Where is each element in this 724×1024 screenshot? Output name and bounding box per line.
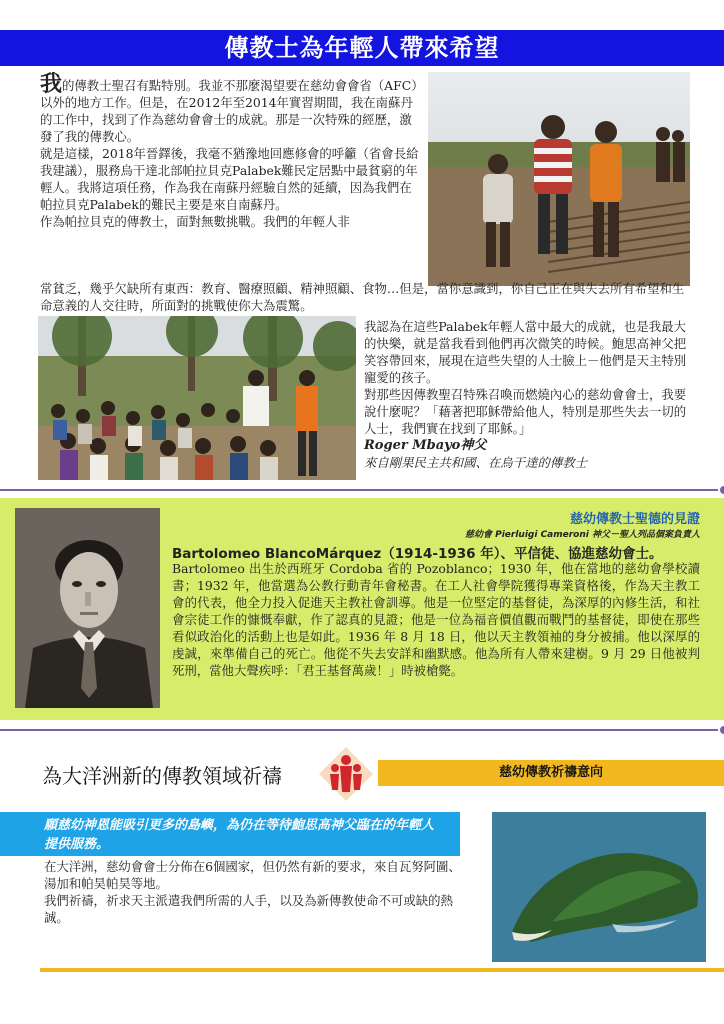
author-name: Roger Mbayo神父: [364, 438, 487, 453]
prayer-body-2: 我們祈禱，祈求天主派遣我們所需的人手，以及為新傳教使命不可或缺的熱誠。: [44, 893, 453, 925]
divider-dot: [720, 486, 724, 494]
salesian-logo-icon: [316, 744, 376, 804]
article-paragraph-2: 就是這樣，2018年晉鐸後，我毫不猶豫地回應修會的呼籲（省會長給我建議），服務烏干達北部帕拉貝克Palabek難民定居點中最貧窮的年輕人。我將這項任務，作為我在南蘇丹經驗自然的延續，因為我們在帕拉貝克Palabek的難民主要是來自南蘇丹。: [40, 146, 419, 212]
construction-photo-image: [428, 72, 690, 286]
island-photo-image: [492, 812, 706, 962]
section-divider-2: [0, 729, 718, 731]
gathering-photo-image: [38, 316, 356, 480]
saint-portrait: [15, 508, 160, 708]
prayer-label-bar: [378, 760, 724, 786]
saint-portrait-image: [15, 508, 160, 708]
page-title: 傳教士為年輕人帶來希望: [224, 34, 500, 62]
article-right-column: [364, 318, 694, 471]
section-divider: [0, 489, 718, 491]
prayer-body: [44, 858, 464, 926]
bottom-rule: [40, 968, 724, 972]
author-description: 來自剛果民主共和國、在烏干達的傳教士: [364, 455, 588, 470]
gathering-photo: [38, 316, 356, 480]
island-photo: [492, 812, 706, 962]
article-paragraph-1: 我的傳教士聖召有點特別。我並不那麼渴望要在慈幼會會省（AFC）以外的地方工作。但是，在2012年至2014年實習期間，我在南蘇丹的工作中，找到了作為慈幼會會士的成就。那是一次特殊的經歷，激發了我的傳教心。: [40, 71, 418, 144]
article-paragraph-3b: 常貧乏，幾乎欠缺所有東西：教育、醫療照顧、精神照顧、食物…但是，當你意識到，你自己正在與失去所有希望和生命意義的人交往時，所面對的挑戰使你大為震驚。: [40, 281, 685, 313]
saint-name: Bartolomeo BlancoMárquez（1914-1936 年）、平信徒、協進慈幼會士。: [172, 546, 663, 562]
article-paragraph-4: 我認為在這些Palabek年輕人當中最大的成就，也是我最大的快樂，就是當我看到他們再次微笑的時候。鮑思高神父把笑容帶回來，展現在這些失望的人士臉上－他們是天主特別寵愛的孩子。: [364, 319, 687, 385]
prayer-intention-box: [0, 812, 460, 856]
divider-dot-2: [720, 726, 724, 734]
saint-subtitle: 慈幼會 Pierluigi Cameroni 神父－聖人列品個案負責人: [464, 530, 700, 540]
title-banner: [0, 30, 724, 66]
prayer-label: 慈幼傳教祈禱意向: [498, 765, 603, 780]
prayer-heading: 為大洋洲新的傳教領域祈禱: [42, 764, 282, 788]
drop-char: 我: [40, 71, 63, 97]
prayer-intention: 願慈幼神恩能吸引更多的島嶼，為仍在等待鮑思高神父臨在的年輕人提供服務。: [44, 818, 435, 852]
salesian-logo: [316, 744, 376, 804]
article-paragraph-5: 對那些因傳教聖召特殊召喚而燃燒內心的慈幼會會士，我要說什麼呢？「藉著把耶穌帶給他人，特別是那些失去一切的人士，我們實在找到了耶穌。」: [364, 387, 687, 436]
article-intro: [40, 71, 423, 230]
saint-biography: Bartolomeo 出生於西班牙 Cordoba 省的 Pozoblanco；1930 年，他在當地的慈幼會學校讀書；1932 年，他當選為公教行動青年會秘書。在工人社會學院獲得專業資格後，作為天主教工會的代表，他全力投入促進天主教社會訓導。他是一位堅定的基督徒，為深厚的內修生活，和社會宗徒工作的慷慨奉獻，作了認真的見證；他是一位為福音價值觀而戰鬥的基督徒，即使在那些看似政治化的活動上也是如此。1936 年 8 月 18 日，他以天主教領袖的身分被捕。他以深厚的虔誠，來準備自己的死亡。他從不失去安詳和幽默感。他為所有人帶來建樹。9 月 29 日他被判死刑，當他大聲疾呼：「君王基督萬歲！」時被槍斃。: [172, 561, 700, 678]
construction-photo: [428, 72, 690, 286]
prayer-body-1: 在大洋洲，慈幼會會士分佈在6個國家，但仍然有新的要求，來自瓦努阿圖、湯加和帕昊帕昊等地。: [44, 859, 461, 891]
article-paragraph-3a: 作為帕拉貝克的傳教士，面對無數挑戰。我們的年輕人非: [40, 214, 350, 229]
saint-section-title: 慈幼傳教士聖德的見證: [569, 512, 700, 527]
